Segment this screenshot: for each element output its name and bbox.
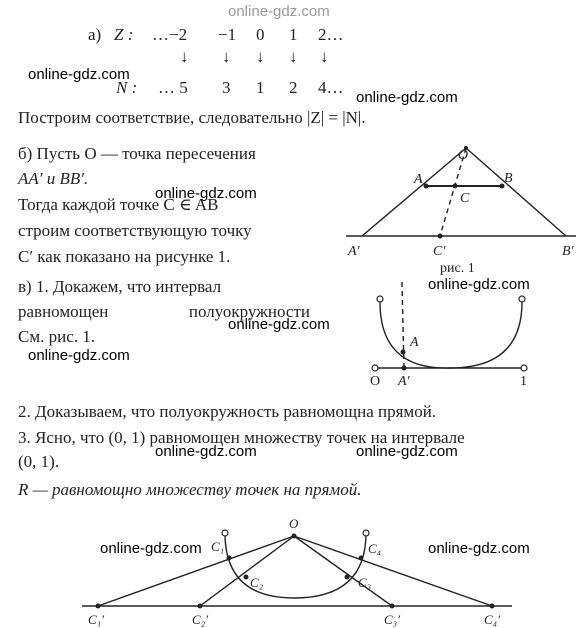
z-set-label: Z :	[114, 25, 134, 44]
watermark: online-gdz.com	[356, 443, 458, 460]
fig2-endpoint-left	[377, 296, 383, 302]
part-c-line: равномощен полуокружности	[18, 302, 310, 321]
fig1-label-c: C	[460, 191, 470, 206]
part-b-line: б) Пусть O — точка пересечения	[18, 144, 256, 163]
watermark: online-gdz.com	[356, 89, 458, 106]
part-b-line: C′ как показано на рисунке 1.	[18, 247, 231, 266]
part-c-line: в) 1. Докажем, что интервал	[18, 277, 222, 296]
fig2-label-one: 1	[520, 374, 527, 389]
n-value: … 5	[158, 78, 188, 97]
statement-2: 2. Доказываем, что полуокружность равномощна прямой.	[18, 402, 437, 421]
fig3-label-c1: C₁	[211, 539, 225, 554]
fig1-label-c1: C′	[433, 244, 446, 259]
watermark: online-gdz.com	[155, 443, 257, 460]
z-value: 2…	[318, 25, 344, 44]
z-value: −1	[218, 25, 237, 44]
fig3-endpoint-right	[363, 530, 369, 536]
fig3-point-c2	[244, 575, 249, 580]
fig3-point-o	[292, 534, 297, 539]
mapping-arrow: ↓	[180, 47, 189, 66]
mapping-arrow: ↓	[320, 47, 329, 66]
fig1-caption: рис. 1	[440, 261, 475, 276]
fig1-label-o: O	[458, 148, 469, 163]
fig1-label-a: A	[414, 172, 423, 187]
z-value: …−2	[152, 25, 188, 44]
fig3-point-c1p	[96, 604, 101, 609]
fig2-label-a1: A′	[398, 374, 410, 389]
n-value: 2	[289, 78, 298, 97]
fig2-dashed-projection	[402, 282, 404, 368]
fig3-semicircle	[225, 533, 366, 598]
fig1-label-b: B	[504, 171, 513, 186]
fig1-label-a1: A′	[348, 244, 360, 259]
fig3-endpoint-left	[222, 530, 228, 536]
fig1-label-b1: B′	[562, 244, 574, 259]
fig3-label-c4: C₄	[368, 541, 382, 556]
z-value: 0	[256, 25, 265, 44]
mapping-arrow: ↓	[222, 47, 231, 66]
fig1-point-a	[424, 184, 429, 189]
n-value: 3	[222, 78, 231, 97]
z-value: 1	[289, 25, 298, 44]
fig3-label-c2: C₂	[250, 575, 264, 590]
fig2-point-a	[401, 350, 406, 355]
n-set-label: N :	[116, 78, 138, 97]
part-a-label: а)	[88, 25, 102, 44]
watermark: online-gdz.com	[28, 347, 130, 364]
statement-3-cont: (0, 1).	[18, 452, 60, 471]
mapping-arrow: ↓	[256, 47, 265, 66]
n-value: 4…	[318, 78, 344, 97]
watermark: online-gdz.com	[155, 185, 257, 202]
fig2-point-zero	[372, 365, 378, 371]
fig1-line-aa	[362, 148, 469, 236]
part-a-conclusion: Построим соответствие, следовательно |Z| = |N|.	[18, 108, 366, 127]
watermark: online-gdz.com	[428, 540, 530, 557]
watermark: online-gdz.com	[228, 316, 330, 333]
fig3-point-c2p	[198, 604, 203, 609]
fig2-endpoint-right	[519, 296, 525, 302]
n-value: 1	[256, 78, 265, 97]
statement-3: 3. Ясно, что (0, 1) равномощен множеству точек на интервале	[18, 428, 465, 447]
fig3-point-c3p	[390, 604, 395, 609]
mapping-arrow: ↓	[289, 47, 298, 66]
fig2-point-a1	[402, 366, 407, 371]
part-c-line: См. рис. 1.	[18, 327, 95, 346]
watermark: online-gdz.com	[428, 276, 530, 293]
statement-4: R — равномощно множеству точек на прямой.	[18, 480, 362, 499]
fig3-label-c3: C₃	[358, 575, 372, 590]
fig3-point-c4	[359, 556, 364, 561]
part-b-line: Тогда каждой точке C ∈ AB	[18, 195, 219, 214]
part-b-line: AA′ и BB′.	[18, 169, 89, 188]
fig2-point-one	[521, 365, 527, 371]
fig3-label-c1p: C₁′	[88, 612, 105, 627]
fig2-label-a: A	[410, 335, 419, 350]
watermark: online-gdz.com	[228, 3, 330, 20]
watermark: online-gdz.com	[28, 66, 130, 83]
fig2-semicircle	[380, 302, 522, 368]
fig2-label-o: O	[370, 374, 381, 389]
fig1-line-bb	[466, 148, 566, 236]
fig3-label-c3p: C₃′	[384, 612, 401, 627]
fig3-point-c4p	[490, 604, 495, 609]
part-b-line: строим соответствующую точку	[18, 221, 252, 240]
fig3-label-c2p: C₂′	[192, 612, 209, 627]
fig3-point-c1	[227, 556, 232, 561]
fig3-point-c3	[345, 575, 350, 580]
fig3-label-c4p: C₄′	[484, 612, 501, 627]
fig1-point-c	[453, 184, 458, 189]
watermark: online-gdz.com	[100, 540, 202, 557]
fig3-label-o: O	[289, 516, 299, 531]
fig1-point-c1	[438, 234, 443, 239]
